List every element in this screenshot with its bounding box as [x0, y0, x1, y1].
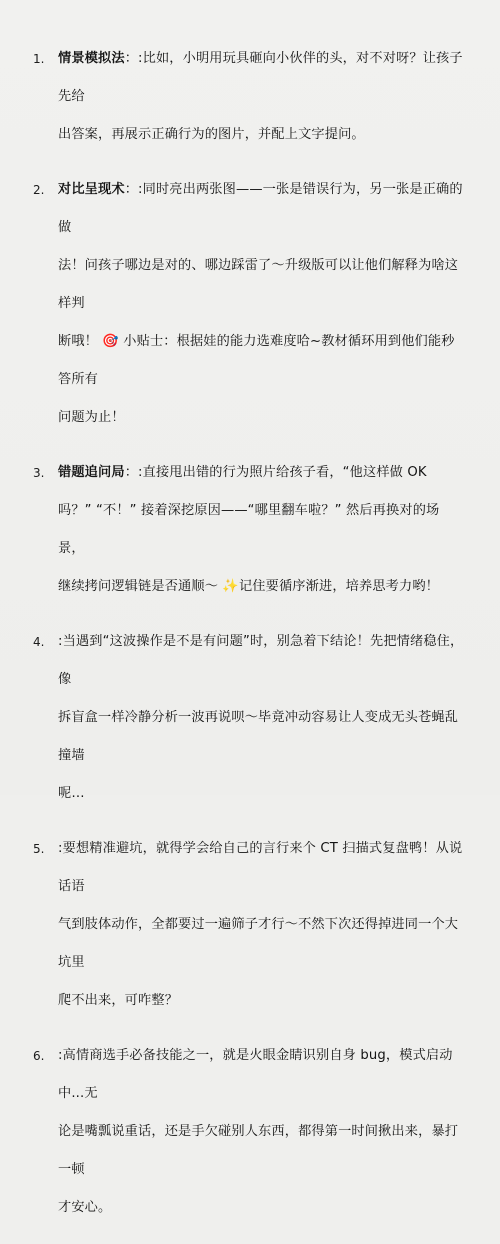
item-number: 5. — [33, 842, 45, 856]
item-number: 1. — [33, 52, 45, 66]
item-line: 爬不出来，可咋整？ — [58, 993, 179, 1008]
item-line — [58, 454, 466, 492]
item-text: ：:直接甩出错的行为照片给孩子看，“他这样做 OK — [124, 465, 427, 480]
item-title: 对比呈现术 — [58, 182, 125, 197]
list-item — [0, 40, 500, 154]
item-line: 吗？” “不！” 接着深挖原因——“哪里翻车啦？” 然后再换对的场景， — [58, 503, 440, 556]
list-item — [0, 454, 500, 606]
list-item — [0, 1037, 500, 1227]
item-line: 气到肢体动作，全都要过一遍筛子才行～不然下次还得掉进同一个大坑里 — [58, 917, 459, 970]
item-line: 断哦！ 🎯 小贴士：根据娃的能力选难度哈~教材循环用到他们能秒答所有 — [58, 334, 455, 387]
item-title: 错题追问局 — [58, 465, 125, 480]
item-number: 2. — [33, 183, 45, 197]
item-line: 继续拷问逻辑链是否通顺～ ✨记住要循序渐进，培养思考力哟！ — [58, 579, 440, 594]
item-line: 拆盲盒一样冷静分析一波再说呗～毕竟冲动容易让人变成无头苍蝇乱撞墙 — [58, 710, 459, 763]
item-line: 问题为止！ — [58, 410, 125, 425]
item-line: 才安心。 — [58, 1200, 112, 1215]
tips-list — [0, 40, 500, 1244]
item-line: 呢… — [58, 786, 85, 801]
item-line: :当遇到“这波操作是不是有问题”时，别急着下结论！先把情绪稳住，像 — [58, 634, 464, 687]
item-line: 出答案，再展示正确行为的图片，并配上文字提问。 — [58, 127, 365, 142]
list-item — [0, 623, 500, 813]
item-number: 6. — [33, 1049, 45, 1063]
item-line — [58, 40, 466, 116]
item-line: :要想精准避坑，就得学会给自己的言行来个 CT 扫描式复盘鸭！从说话语 — [58, 841, 463, 894]
item-line: :高情商选手必备技能之一，就是火眼金睛识别自身 bug，模式启动中...无 — [58, 1048, 453, 1101]
item-number: 3. — [33, 466, 45, 480]
item-text: ：:同时亮出两张图——一张是错误行为，另一张是正确的做 — [58, 182, 463, 235]
list-item — [0, 171, 500, 437]
item-title: 情景模拟法 — [58, 51, 125, 66]
item-line — [58, 171, 466, 247]
list-item — [0, 830, 500, 1020]
item-number: 4. — [33, 635, 45, 649]
item-text: ：:比如，小明用玩具砸向小伙伴的头，对不对呀？让孩子先给 — [58, 51, 463, 104]
item-line: 法！问孩子哪边是对的、哪边踩雷了～升级版可以让他们解释为啥这样判 — [58, 258, 459, 311]
item-line: 论是嘴瓢说重话，还是手欠碰别人东西，都得第一时间揪出来，暴打一顿 — [58, 1124, 459, 1177]
